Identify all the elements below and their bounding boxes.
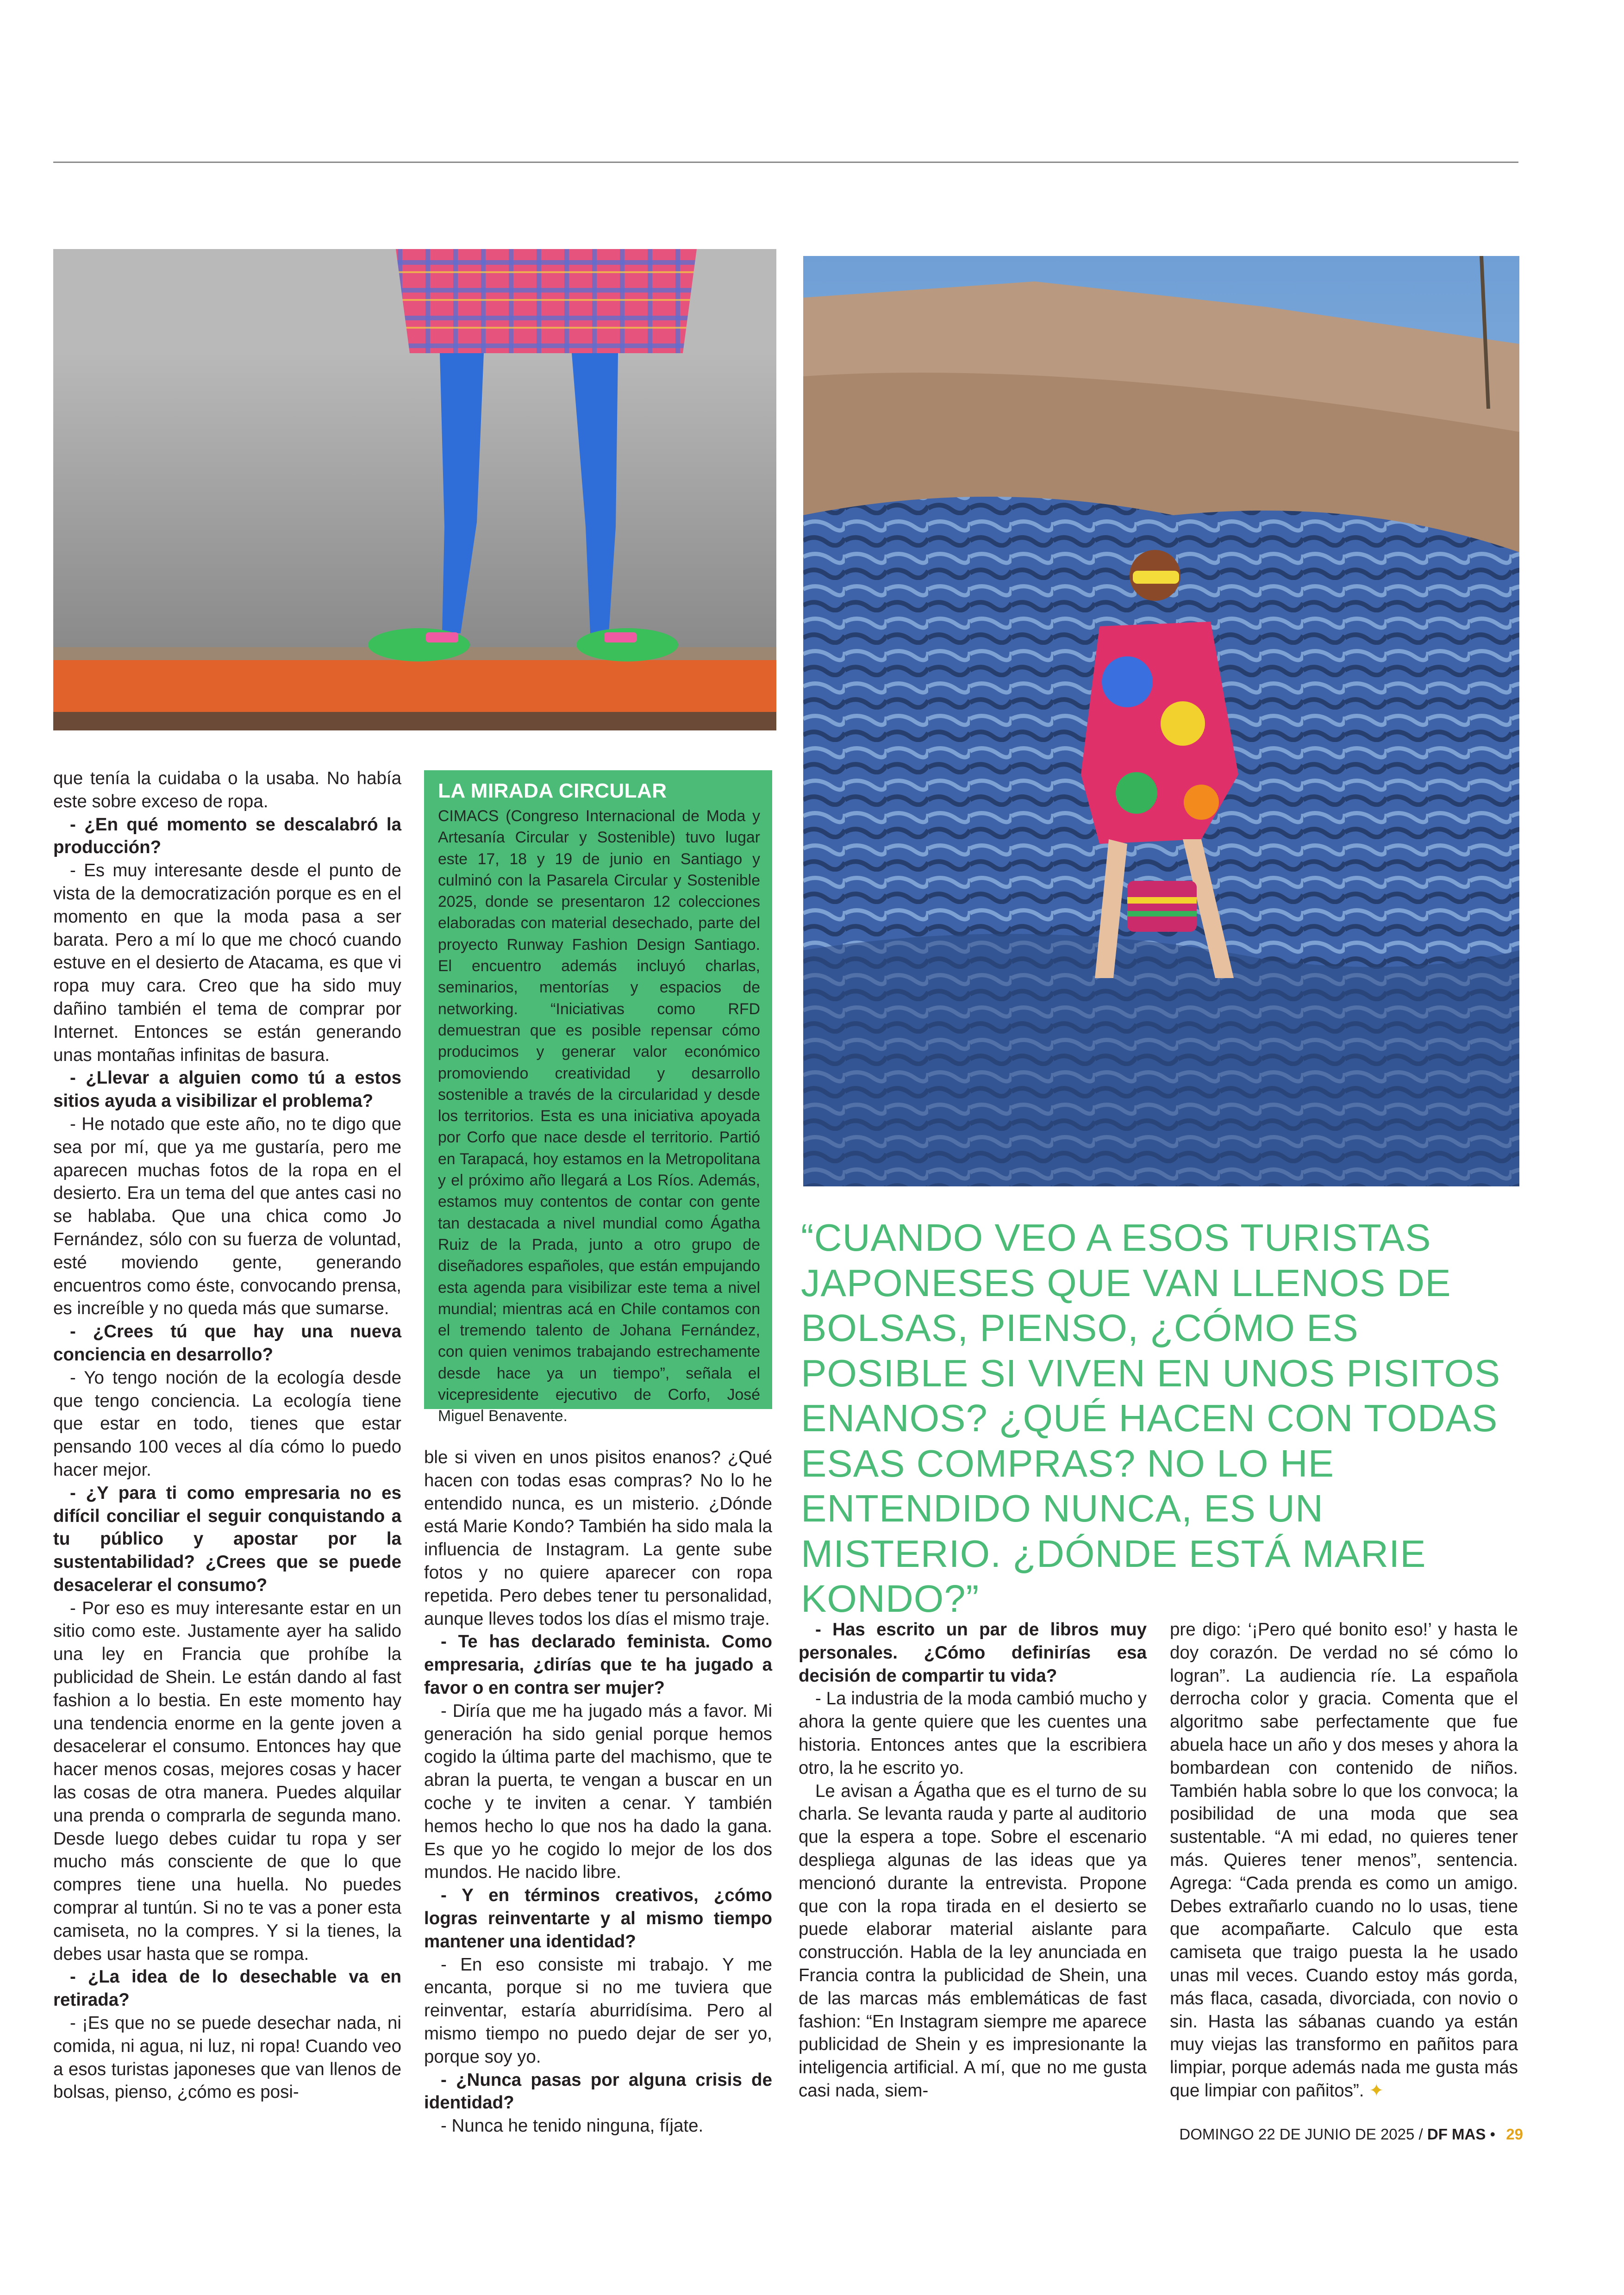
desert-photo-illustration — [803, 256, 1519, 1186]
interview-answer: - ¡Es que no se puede desechar nada, ni comida, ni agua, ni luz, ni ropa! Cuando veo a esos turistas japoneses que van llenos de bolsas, pienso, ¿cómo es posi- — [53, 2013, 401, 2102]
pull-quote: “CUANDO VEO A ESOS TURISTAS JAPONESES QUE VAN LLENOS DE BOLSAS, PIENSO, ¿CÓMO ES POSIBLE SI VIVEN EN UNOS PISITOS ENANOS? ¿QUÉ HACEN CON TODAS ESAS COMPRAS? NO LO HE ENTENDIDO NUNCA, ES UN MISTERIO. ¿DÓNDE ESTÁ MARIE KONDO?” — [801, 1216, 1501, 1620]
interview-question: - ¿Llevar a alguien como tú a estos sitios ayuda a visibilizar el problema? — [53, 1068, 401, 1111]
sidebar-body: CIMACS (Congreso Internacional de Moda y Artesanía Circular y Sostenible) tuvo lugar este 17, 18 y 19 de junio en Santiago y culminó con la Pasarela Circular y Sostenible 2025, donde se presentaron 12 colecciones elaboradas con material desechado, parte del proyecto Runway Fashion Design Santiago. El encuentro además incluyó charlas, seminarios, mentorías y espacios de networking. “Iniciativas como RFD demuestran que es posible repensar cómo producimos y generar valor económico promoviendo creatividad y desarrollo sostenible a través de la circularidad y desde los territorios. Esta es una iniciativa apoyada por Corfo que nace desde el territorio. Partió en Tarapacá, hoy estamos en la Metropolitana y el próximo año llegará a Los Ríos. Además, estamos muy contentos de contar con gente tan destacada a nivel mundial como Ágatha Ruiz de la Prada, junto a otro grupo de diseñadores españoles, que están empujando esta agenda para visibilizar este tema a nivel mundial; mientras acá en Chile contamos con el tremendo talento de Johana Fernández, con quien venimos trabajando estrechamente desde hace ya un tiempo”, señala el vicepresidente ejecutivo de Corfo, José Miguel Benavente. — [438, 807, 760, 1425]
interview-question: - Te has declarado feminista. Como empresaria, ¿dirías que te ha jugado a favor o en contra ser mujer? — [424, 1632, 772, 1698]
interview-question: - ¿La idea de lo desechable va en retirada? — [53, 1967, 401, 2010]
footer-date: DOMINGO 22 DE JUNIO DE 2025 / — [1179, 2126, 1423, 2143]
desert-photo — [803, 256, 1519, 1186]
interview-answer: - Es muy interesante desde el punto de vista de la democratización porque es en el momento en que la moda pasa a ser barata. Pero a mí lo que me chocó cuando estuve en el desierto de Atacama, es que vi ropa muy cara. Creo que ha sido muy dañino también el tema de comprar por Internet. Entonces se están generando unas montañas infinitas de basura. — [53, 861, 401, 1065]
sidebar-box — [424, 770, 772, 1425]
article-column-3 — [799, 1618, 1147, 2102]
paragraph: Le avisan a Ágatha que es el turno de su charla. Se levanta rauda y parte al auditorio que la espera a tope. Sobre el escenario despliega algunas de las ideas que ya mencionó durante la entrevista. Propone que con la ropa tirada en el desierto se puede elaborar material aislante para construcción. Habla de la ley anunciada en Francia contra la publicidad de Shein, una de las marcas más emblemáticas de fast fashion: “En Instagram siempre me aparece publicidad de Shein y es impresionante la inteligencia artificial. A mí, que no me gusta casi nada, siem- — [799, 1781, 1147, 2101]
article-column-4 — [1170, 1618, 1518, 2102]
interview-answer: - Por eso es muy interesante estar en un sitio como este. Justamente ayer ha salido una ley en Francia que prohíbe la publicidad de Shein. Le están dando al fast fashion a lo bestia. En este momento hay una tendencia enorme en la gente joven a desacelerar el consumo. Entonces hay que hacer menos cosas, mejores cosas y hacer las cosas de otra manera. Puedes alquilar una prenda o comprarla de segunda mano. Desde luego debes cuidar tu ropa y ser mucho más consciente de que lo que compres tiene una huella. No puedes comprar al tuntún. Si no te vas a poner esta camiseta, no la compres. Y si la tienes, la debes usar hasta que se rompa. — [53, 1598, 401, 1964]
footer-brand: DF MAS — [1427, 2126, 1486, 2143]
interview-question: - ¿En qué momento se descalabró la producción? — [53, 814, 401, 858]
interview-question: - Has escrito un par de libros muy personales. ¿Cómo definirías esa decisión de compartir tu vida? — [799, 1620, 1147, 1686]
sidebar-title: LA MIRADA CIRCULAR — [438, 780, 667, 802]
header-rule — [53, 162, 1518, 163]
interview-answer: - Diría que me ha jugado más a favor. Mi generación ha sido genial porque hemos cogido la última parte del machismo, que te abran la puerta, te vengan a buscar en un coche y te inviten a cenar. Y también hemos hecho lo que nos ha dado la gana. Es que yo he cogido lo mejor de los dos mundos. He nacido libre. — [424, 1701, 772, 1883]
paragraph: que tenía la cuidaba o la usaba. No había este sobre exceso de ropa. — [53, 768, 401, 811]
stage-photo-illustration — [53, 249, 776, 730]
interview-answer: - Yo tengo noción de la ecología desde que tengo conciencia. La ecología tiene que estar en todo, tienes que estar pensando 100 veces al día cómo lo puedo hacer mejor. — [53, 1367, 401, 1480]
footer-bullet: • — [1490, 2126, 1496, 2143]
interview-answer: - En eso consiste mi trabajo. Y me encanta, porque si no me tuviera que reinventar, estaría aburridísima. Pero al mismo tiempo no puedo dejar de ser yo, porque soy yo. — [424, 1954, 772, 2067]
interview-question: - ¿Crees tú que hay una nueva conciencia en desarrollo? — [53, 1322, 401, 1365]
stage-photo — [53, 249, 776, 730]
paragraph — [1170, 1618, 1518, 2102]
article-column-1 — [53, 767, 401, 2104]
page-footer — [1167, 2125, 1523, 2144]
page-number: 29 — [1506, 2126, 1523, 2143]
end-mark-icon: ✦ — [1369, 2080, 1384, 2101]
interview-answer: - He notado que este año, no te digo que sea por mí, que ya me gustaría, pero me aparecen muchas fotos de la ropa en el desierto. Era un tema del que antes casi no se hablaba. Que una chica como Jo Fernández, sólo con su fuerza de voluntad, esté moviendo gente, generando encuentros como éste, convocando prensa, es increíble y no queda más que sumarse. — [53, 1114, 401, 1319]
article-column-2 — [424, 1446, 772, 2138]
interview-question: - ¿Nunca pasas por alguna crisis de identidad? — [424, 2070, 772, 2113]
paragraph: ble si viven en unos pisitos enanos? ¿Qué hacen con todas esas compras? No lo he entendido nunca, es un misterio. ¿Dónde está Marie Kondo? También ha sido mala la influencia de Instagram. La gente sube fotos y no quiere aparecer con ropa repetida. Pero debes tener tu personalidad, aunque lleves todos los días el mismo traje. — [424, 1447, 772, 1629]
interview-question: - Y en términos creativos, ¿cómo logras reinventarte y al mismo tiempo mantener una identidad? — [424, 1885, 772, 1952]
interview-question: - ¿Y para ti como empresaria no es difícil conciliar el seguir conquistando a tu público y apostar por la sustentabilidad? ¿Crees que se puede desacelerar el consumo? — [53, 1483, 401, 1595]
interview-answer: - La industria de la moda cambió mucho y ahora la gente quiere que les cuentes una historia. Entonces antes que la escribiera otro, la he escrito yo. — [799, 1689, 1147, 1778]
closing-paragraph-text: pre digo: ‘¡Pero qué bonito eso!’ y hasta le doy corazón. De verdad no sé cómo lo logran”. La audiencia ríe. La española derrocha color y gracia. Comenta que el algoritmo sabe perfectamente que fue abuela hace un año y dos meses y ahora la bombardean con contenido de niños. También habla sobre lo que los convoca; la posibilidad de una moda que sea sustentable. “A mi edad, no quieres tener más. Quieres tener menos”, sentencia. Agrega: “Cada prenda es como un amigo. Debes extrañarlo cuando no lo usas, tiene que acompañarte. Calculo que esta camiseta que traigo puesta la he usado unas mil veces. Cuando estoy más gorda, más flaca, casada, divorciada, con novio o sin. Hasta las sábanas cuando ya están muy viejas las transformo en pañitos para limpiar, porque además nada me gusta más que limpiar con pañitos”. — [1170, 1620, 1518, 2101]
interview-answer: - Nunca he tenido ninguna, fíjate. — [441, 2116, 704, 2136]
